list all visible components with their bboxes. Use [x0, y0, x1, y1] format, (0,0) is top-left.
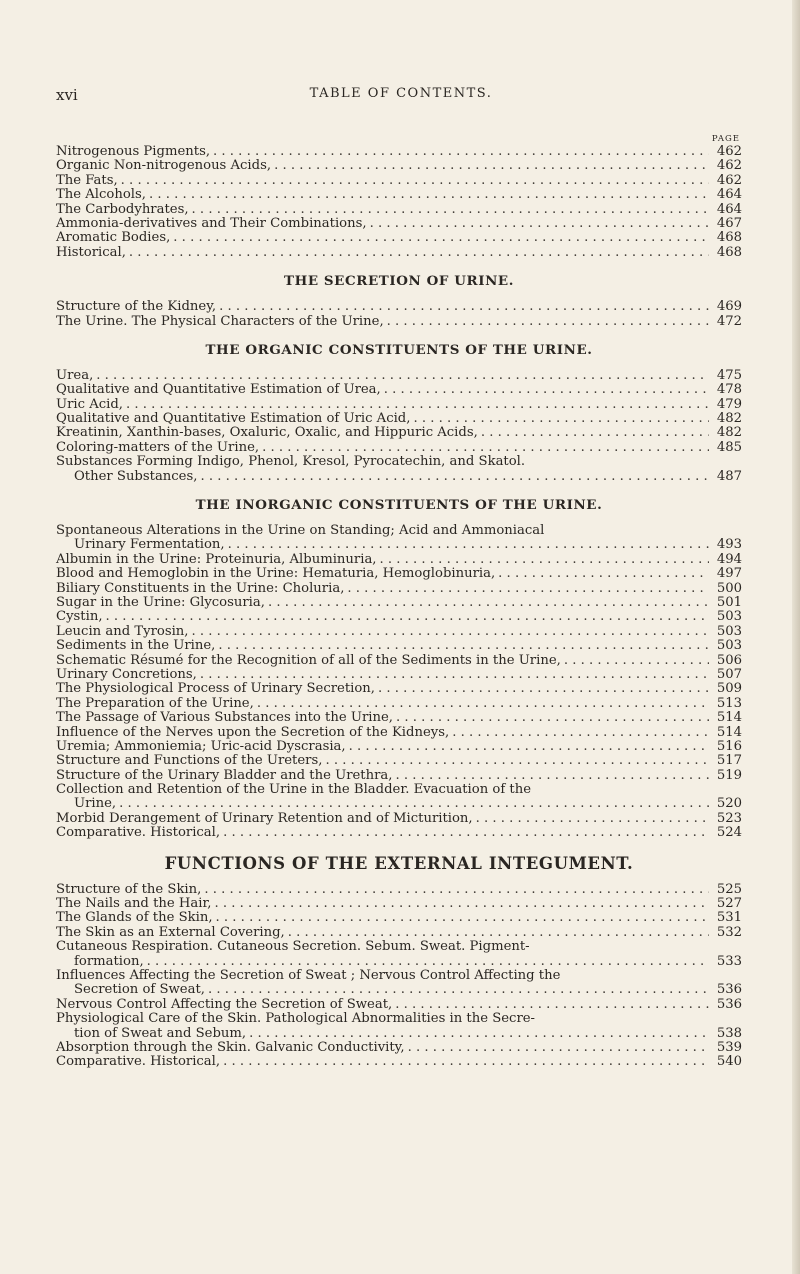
entry-page-number: 468 — [716, 244, 742, 260]
entry-page-number: 478 — [716, 382, 742, 398]
entry-title: The Physiological Process of Urinary Secretion, — [56, 681, 375, 697]
entry-title: tion of Sweat and Sebum, — [74, 1025, 247, 1041]
entry-title: Structure of the Urinary Bladder and the Urethra, — [56, 767, 393, 783]
toc-entry — [56, 441, 742, 455]
dot-leader — [370, 217, 709, 231]
entry-title: formation, — [74, 953, 144, 969]
toc-entry — [56, 470, 742, 484]
dot-leader — [380, 553, 710, 567]
toc-entry — [56, 726, 742, 740]
dot-leader — [395, 998, 709, 1012]
toc-entry — [56, 582, 742, 596]
entry-title: Structure of the Skin, — [56, 881, 202, 897]
entry-title: Structure and Functions of the Ureters, — [56, 753, 323, 769]
toc-entry — [56, 883, 742, 897]
entry-page-number: 472 — [716, 313, 742, 329]
dot-leader — [126, 398, 709, 412]
entry-page-number: 507 — [716, 666, 742, 682]
entry-title: The Nails and the Hair, — [56, 896, 212, 912]
dot-leader — [396, 711, 709, 725]
entry-page-number: 462 — [716, 144, 742, 159]
dot-leader — [481, 426, 709, 440]
entry-title: Blood and Hemoglobin in the Urine: Hematuria, Hemoglobinuria, — [56, 566, 496, 582]
entry-page-number: 464 — [716, 201, 742, 217]
toc-entry — [56, 412, 742, 426]
entry-title: Cutaneous Respiration. Cutaneous Secretion. Sebum. Sweat. Pigment- — [56, 939, 530, 955]
dot-leader — [384, 383, 709, 397]
toc-entry — [56, 596, 742, 610]
entry-title: The Carbodyhrates, — [56, 201, 189, 217]
page-column-label: PAGE — [711, 134, 740, 144]
entry-page-number: 538 — [716, 1025, 742, 1041]
entry-title: Physiological Care of the Skin. Pathological Abnormalities in the Secre- — [56, 1011, 536, 1027]
dot-leader — [216, 911, 709, 925]
dot-leader — [349, 740, 709, 754]
toc-entry — [56, 754, 742, 768]
dot-leader — [223, 826, 709, 840]
toc-entry — [56, 826, 742, 840]
entry-title: The Glands of the Skin, — [56, 910, 213, 926]
entry-page-number: 509 — [716, 681, 742, 697]
toc-entry — [56, 740, 742, 754]
entry-title: The Urine. The Physical Characters of the Urine, — [56, 313, 384, 329]
entry-page-number: 533 — [716, 953, 742, 969]
entry-title: Schematic Résumé for the Recognition of all of the Sediments in the Urine, — [56, 652, 561, 668]
entry-title: Urea, — [56, 367, 94, 383]
dot-leader — [378, 682, 709, 696]
toc-entry — [56, 639, 742, 653]
dot-leader — [147, 955, 709, 969]
dot-leader — [413, 412, 709, 426]
toc-entry — [56, 940, 742, 954]
entry-title: Comparative. Historical, — [56, 1054, 221, 1070]
entry-page-number: 482 — [716, 425, 742, 441]
dot-leader — [200, 470, 709, 484]
toc-entry — [56, 926, 742, 940]
dot-leader — [347, 582, 709, 596]
dot-leader — [387, 315, 709, 329]
toc-entry — [56, 812, 742, 826]
toc-entry — [56, 1027, 742, 1041]
entry-page-number: 462 — [716, 158, 742, 174]
dot-leader — [192, 203, 709, 217]
entry-title: The Fats, — [56, 172, 118, 188]
dot-leader — [119, 797, 709, 811]
toc-entry — [56, 369, 742, 383]
dot-leader — [476, 812, 709, 826]
toc-entry — [56, 538, 742, 552]
section-heading: THE ORGANIC CONSTITUENTS OF THE URINE. — [205, 341, 593, 358]
toc-entry — [56, 682, 742, 696]
entry-page-number: 513 — [716, 695, 742, 711]
entry-page-number: 536 — [716, 996, 742, 1012]
entry-title: Nitrogenous Pigments, — [56, 144, 211, 159]
entry-title: The Alcohols, — [56, 187, 146, 203]
toc-entry — [56, 711, 742, 725]
entry-page-number: 493 — [716, 537, 742, 553]
entry-title: Morbid Derangement of Urinary Retention and of Micturition, — [56, 810, 473, 826]
dot-leader — [204, 883, 709, 897]
entry-title: Uremia; Ammoniemia; Uric-acid Dyscrasia, — [56, 738, 346, 754]
toc-entry — [56, 668, 742, 682]
entry-title: The Skin as an External Covering, — [56, 924, 285, 940]
entry-title: Leucin and Tyrosin, — [56, 623, 189, 639]
entry-title: Qualitative and Quantitative Estimation of Urea, — [56, 382, 381, 398]
dot-leader — [288, 926, 709, 940]
section-heading: THE INORGANIC CONSTITUENTS OF THE URINE. — [195, 497, 603, 514]
entry-page-number: 516 — [716, 738, 742, 754]
section-heading: FUNCTIONS OF THE EXTERNAL INTEGUMENT. — [164, 853, 634, 873]
entry-page-number: 520 — [716, 796, 742, 812]
entry-title: Urinary Fermentation, — [74, 537, 225, 553]
entry-title: Cystin, — [56, 609, 103, 625]
entry-title: Uric Acid, — [56, 396, 123, 412]
entry-page-number: 525 — [716, 881, 742, 897]
entry-page-number: 514 — [716, 710, 742, 726]
dot-leader — [564, 654, 709, 668]
entry-page-number: 514 — [716, 724, 742, 740]
toc-entry — [56, 1055, 742, 1069]
toc-entry — [56, 246, 742, 260]
dot-leader — [325, 754, 709, 768]
entry-title: Sugar in the Urine: Glycosuria, — [56, 594, 265, 610]
entry-page-number: 532 — [716, 924, 742, 940]
toc-entry — [56, 398, 742, 412]
entry-title: Organic Non-nitrogenous Acids, — [56, 158, 272, 174]
dot-leader — [395, 769, 709, 783]
dot-leader — [200, 668, 709, 682]
toc-entry — [56, 625, 742, 639]
toc-entry — [56, 697, 742, 711]
toc-entry — [56, 426, 742, 440]
entry-page-number: 501 — [716, 594, 742, 610]
dot-leader — [218, 639, 709, 653]
toc-entry — [56, 769, 742, 783]
dot-leader — [498, 567, 709, 581]
page-edge — [792, 0, 800, 1274]
toc-entry — [56, 654, 742, 668]
entry-title: Nervous Control Affecting the Secretion of Sweat, — [56, 996, 393, 1012]
entry-page-number: 485 — [716, 439, 742, 455]
dot-leader — [274, 159, 709, 173]
entry-title: Structure of the Kidney, — [56, 299, 217, 315]
entry-page-number: 503 — [716, 609, 742, 625]
entry-page-number: 464 — [716, 187, 742, 203]
dot-leader — [121, 174, 709, 188]
dot-leader — [96, 369, 709, 383]
dot-leader — [257, 697, 709, 711]
entry-title: The Preparation of the Urine, — [56, 695, 254, 711]
dot-leader — [213, 145, 709, 159]
entry-page-number: 506 — [716, 652, 742, 668]
entry-title: Urinary Concretions, — [56, 666, 197, 682]
toc-entry — [56, 455, 742, 469]
toc-entry — [56, 983, 742, 997]
dot-leader — [452, 726, 709, 740]
dot-leader — [129, 246, 709, 260]
toc-entry — [56, 955, 742, 969]
toc-entry — [56, 231, 742, 245]
page-folio: xvi — [56, 86, 78, 104]
entry-title: Sediments in the Urine, — [56, 638, 216, 654]
entry-page-number: 517 — [716, 753, 742, 769]
running-head — [56, 86, 746, 106]
entry-page-number: 494 — [716, 551, 742, 567]
entry-page-number: 487 — [716, 468, 742, 484]
dot-leader — [215, 897, 710, 911]
dot-leader — [223, 1055, 709, 1069]
entry-title: Influence of the Nerves upon the Secretion of the Kidneys, — [56, 724, 450, 740]
toc-entry — [56, 911, 742, 925]
entry-page-number: 524 — [716, 825, 742, 841]
dot-leader — [249, 1027, 709, 1041]
entry-title: Kreatinin, Xanthin-bases, Oxaluric, Oxalic, and Hippuric Acids, — [56, 425, 478, 441]
entry-title: Qualitative and Quantitative Estimation of Uric Acid, — [56, 411, 411, 427]
entry-title: Collection and Retention of the Urine in the Bladder. Evacuation of the — [56, 782, 532, 798]
toc-entry — [56, 1041, 742, 1055]
entry-title: Absorption through the Skin. Galvanic Conductivity, — [56, 1039, 405, 1055]
entry-title: Aromatic Bodies, — [56, 230, 171, 246]
entry-title: Comparative. Historical, — [56, 825, 221, 841]
entry-page-number: 500 — [716, 580, 742, 596]
entry-page-number: 497 — [716, 566, 742, 582]
toc-entry — [56, 897, 742, 911]
entry-title: Spontaneous Alterations in the Urine on Standing; Acid and Ammoniacal — [56, 523, 545, 539]
toc-entry — [56, 300, 742, 314]
entry-title: Ammonia-derivatives and Their Combinations, — [56, 215, 367, 231]
entry-title: Influences Affecting the Secretion of Sweat ; Nervous Control Affecting the — [56, 967, 561, 983]
entry-title: Substances Forming Indigo, Phenol, Kresol, Pyrocatechin, and Skatol. — [56, 454, 526, 470]
toc-entry — [56, 159, 742, 173]
toc-entry — [56, 969, 742, 983]
entry-page-number: 527 — [716, 896, 742, 912]
section-heading: THE SECRETION OF URINE. — [284, 273, 514, 290]
toc-entry — [56, 1012, 742, 1026]
dot-leader — [173, 231, 709, 245]
entry-page-number: 503 — [716, 638, 742, 654]
entry-title: The Passage of Various Substances into the Urine, — [56, 710, 393, 726]
dot-leader — [149, 188, 709, 202]
toc-entry — [56, 524, 742, 538]
toc-entry — [56, 188, 742, 202]
toc-entry — [56, 998, 742, 1012]
entry-title: Urine, — [74, 796, 117, 812]
toc-entry — [56, 174, 742, 188]
entry-title: Coloring-matters of the Urine, — [56, 439, 260, 455]
entry-page-number: 539 — [716, 1039, 742, 1055]
entry-page-number: 536 — [716, 982, 742, 998]
entry-page-number: 519 — [716, 767, 742, 783]
dot-leader — [262, 441, 709, 455]
entry-page-number: 468 — [716, 230, 742, 246]
dot-leader — [408, 1041, 709, 1055]
dot-leader — [268, 596, 709, 610]
entry-title: Secretion of Sweat, — [74, 982, 205, 998]
toc-entry — [56, 145, 742, 159]
entry-page-number: 540 — [716, 1054, 742, 1070]
dot-leader — [208, 983, 709, 997]
toc-entry — [56, 203, 742, 217]
running-title: TABLE OF CONTENTS. — [309, 86, 493, 101]
entry-page-number: 482 — [716, 411, 742, 427]
entry-page-number: 469 — [716, 299, 742, 315]
toc-entry — [56, 783, 742, 797]
dot-leader — [106, 610, 709, 624]
entry-page-number: 475 — [716, 367, 742, 383]
toc-entry — [56, 610, 742, 624]
entry-title: Other Substances, — [74, 468, 198, 484]
dot-leader — [228, 538, 709, 552]
toc-entry — [56, 797, 742, 811]
toc-entry — [56, 315, 742, 329]
toc-entry — [56, 383, 742, 397]
dot-leader — [192, 625, 710, 639]
entry-page-number: 462 — [716, 172, 742, 188]
entry-page-number: 479 — [716, 396, 742, 412]
toc-entry — [56, 217, 742, 231]
entry-title: Biliary Constituents in the Urine: Choluria, — [56, 580, 345, 596]
entry-title: Historical, — [56, 244, 126, 260]
entry-title: Albumin in the Urine: Proteinuria, Albuminuria, — [56, 551, 377, 567]
entry-page-number: 523 — [716, 810, 742, 826]
entry-page-number: 531 — [716, 910, 742, 926]
entry-page-number: 467 — [716, 215, 742, 231]
table-of-contents — [56, 145, 742, 1070]
entry-page-number: 503 — [716, 623, 742, 639]
dot-leader — [219, 300, 709, 314]
toc-entry — [56, 567, 742, 581]
toc-entry — [56, 553, 742, 567]
